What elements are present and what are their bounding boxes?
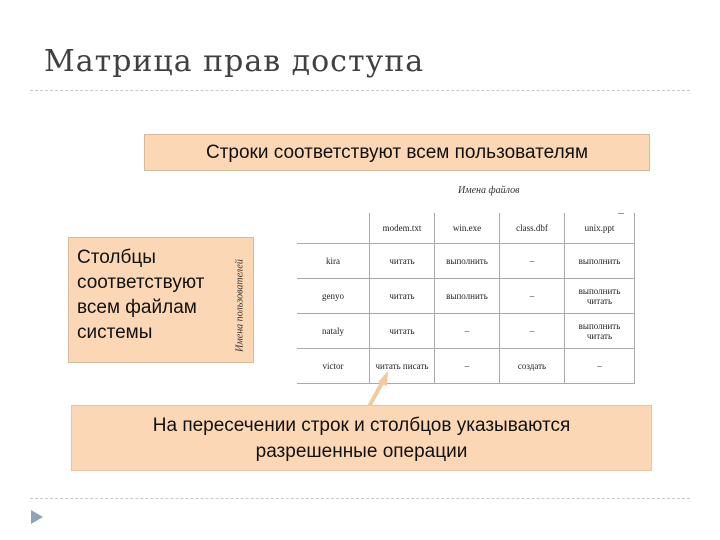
- permission-cell: –: [500, 244, 565, 279]
- column-header: unix.ppt: [565, 213, 635, 244]
- callout-rows-text: Строки соответствуют всем пользователям: [205, 141, 589, 163]
- permission-cell: читать: [370, 314, 435, 349]
- column-header: win.exe: [435, 213, 500, 244]
- user-name: nataly: [297, 314, 370, 349]
- columns-caption: Имена файлов: [458, 185, 520, 196]
- callout-columns-line-2: соответствуют: [77, 272, 205, 293]
- slide-title: Матрица прав доступа: [44, 44, 425, 79]
- column-header: class.dbf: [500, 213, 565, 244]
- permission-cell: –: [565, 349, 635, 384]
- user-name: genyo: [297, 279, 370, 314]
- user-name: victor: [297, 349, 370, 384]
- permission-cell: выполнить: [435, 244, 500, 279]
- callout-columns-line-4: системы: [77, 322, 153, 343]
- permission-cell: читать: [370, 279, 435, 314]
- permission-cell: выполнить читать: [565, 279, 635, 314]
- user-name: kira: [297, 244, 370, 279]
- footer-divider: [30, 498, 690, 499]
- permission-cell: создать: [500, 349, 565, 384]
- column-header: modem.txt: [370, 213, 435, 244]
- callout-intersection-line-2: разрешенные операции: [255, 441, 468, 462]
- callout-columns-line-3: всем файлам: [77, 297, 197, 318]
- permission-cell: читать писать: [370, 349, 435, 384]
- callout-intersection: [71, 405, 652, 471]
- permission-cell: выполнить читать: [565, 314, 635, 349]
- permission-cell: –: [435, 349, 500, 384]
- slide-bullet-icon: [30, 509, 44, 525]
- permission-cell: –: [500, 279, 565, 314]
- permission-cell: –: [435, 314, 500, 349]
- rows-caption: Имена пользователей: [234, 259, 246, 352]
- callout-intersection-line-1: На пересечении строк и столбцов указываются: [152, 415, 571, 436]
- callout-columns-line-1: Столбцы: [77, 247, 156, 268]
- permission-cell: –: [500, 314, 565, 349]
- permission-cell: выполнить: [435, 279, 500, 314]
- permission-cell: выполнить: [565, 244, 635, 279]
- permission-cell: читать: [370, 244, 435, 279]
